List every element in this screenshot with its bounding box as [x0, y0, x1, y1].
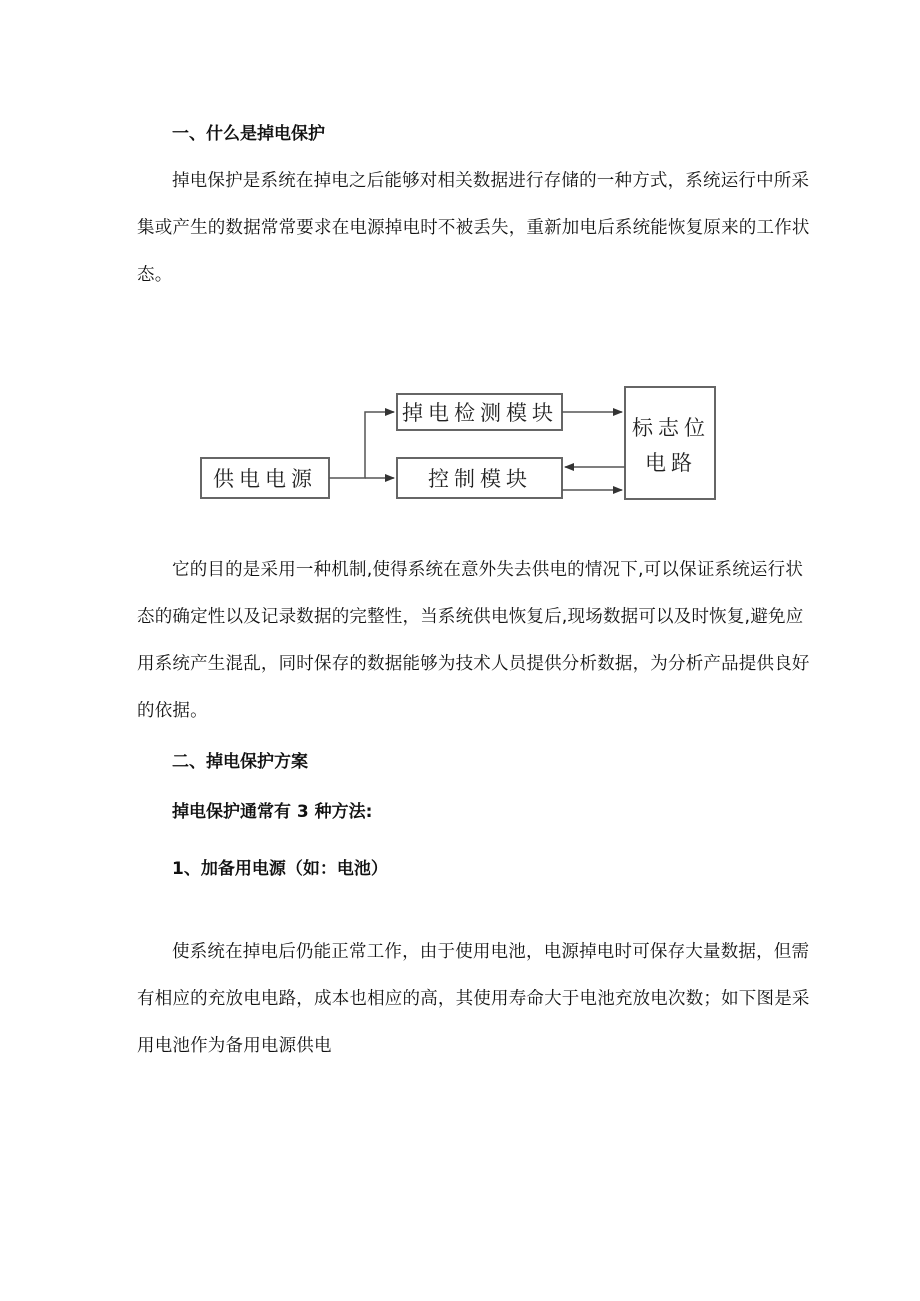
flag-circuit-label-line2: 电路 — [645, 451, 697, 475]
detect-module-label: 掉电检测模块 — [402, 401, 558, 425]
purpose-paragraph — [137, 547, 810, 735]
paragraph-line: 它的目的是采用一种机制,使得系统在意外失去供电的情况下,可以保证系统运行状 — [172, 560, 804, 580]
section2-heading: 二、掉电保护方案 — [172, 752, 308, 772]
paragraph-line: 有相应的充放电电路，成本也相应的高，其使用寿命大于电池充放电次数；如下图是采 — [137, 989, 810, 1009]
paragraph-line: 使系统在掉电后仍能正常工作，由于使用电池，电源掉电时可保存大量数据，但需 — [172, 942, 810, 962]
section1-heading: 一、什么是掉电保护 — [172, 124, 325, 144]
power-supply-label: 供电电源 — [213, 467, 317, 491]
methods-intro: 掉电保护通常有 3 种方法: — [172, 802, 373, 822]
paragraph-line: 的依据。 — [137, 701, 208, 721]
section1-paragraph — [137, 158, 810, 299]
flag-circuit-label-line1: 标志位 — [632, 416, 710, 440]
paragraph-line: 掉电保护是系统在掉电之后能够对相关数据进行存储的一种方式，系统运行中所采 — [172, 171, 810, 191]
flag-circuit-box — [625, 387, 715, 499]
paragraph-line: 集或产生的数据常常要求在电源掉电时不被丢失，重新加电后系统能恢复原来的工作状 — [137, 218, 810, 238]
paragraph-line: 态。 — [137, 265, 173, 285]
block-diagram-svg — [190, 380, 730, 510]
method1-heading: 1、加备用电源（如：电池） — [172, 859, 388, 879]
control-module-label: 控制模块 — [428, 467, 532, 491]
power-failure-block-diagram — [190, 380, 730, 510]
paragraph-line: 用系统产生混乱，同时保存的数据能够为技术人员提供分析数据，为分析产品提供良好 — [137, 654, 810, 674]
method1-paragraph — [137, 929, 810, 1070]
supply-to-detect-arrow — [329, 412, 394, 478]
paragraph-line: 态的确定性以及记录数据的完整性，当系统供电恢复后,现场数据可以及时恢复,避免应 — [137, 607, 804, 627]
paragraph-line: 用电池作为备用电源供电 — [137, 1036, 332, 1056]
